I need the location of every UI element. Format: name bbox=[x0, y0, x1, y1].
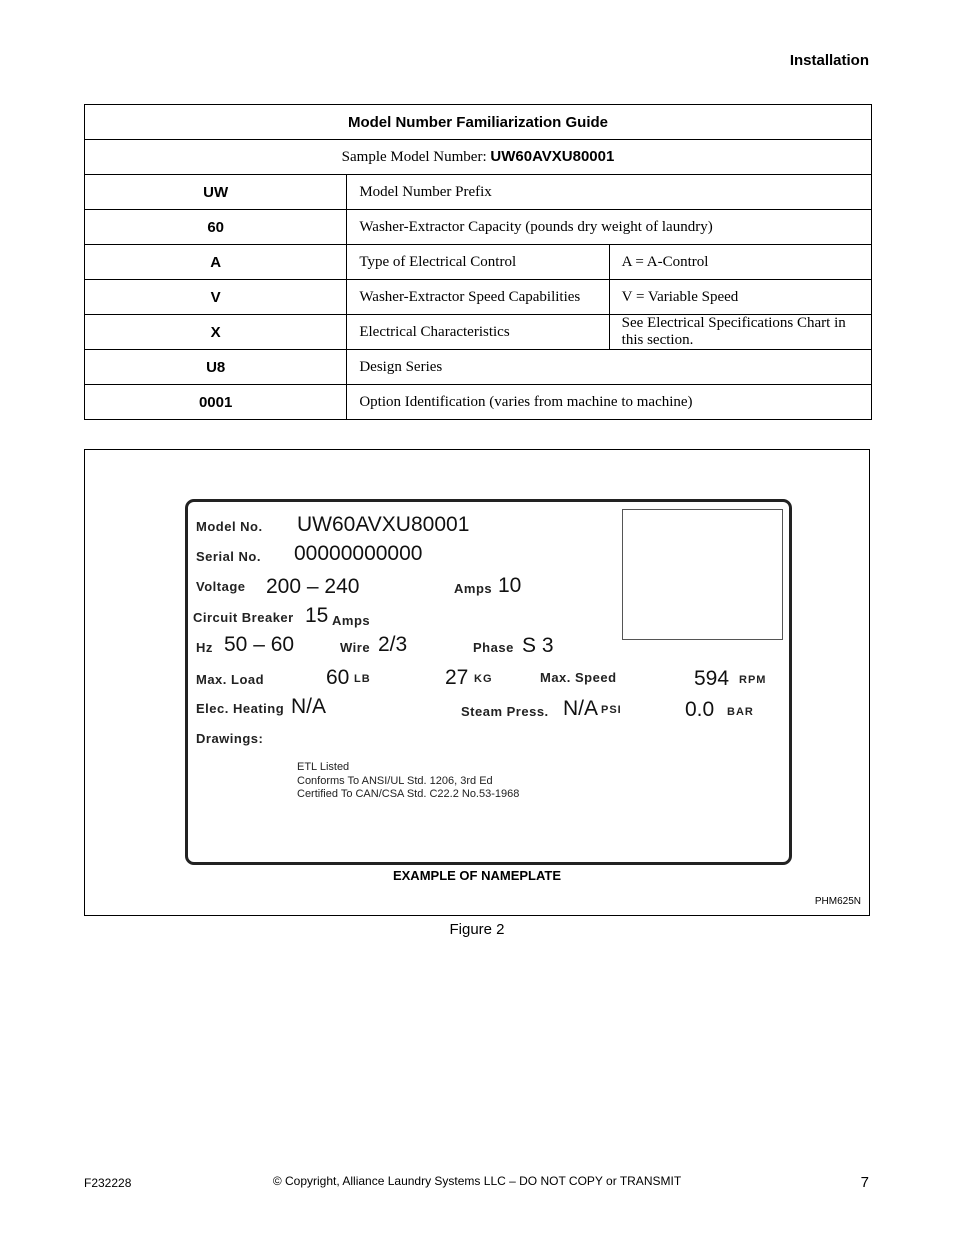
cert-line: ETL Listed bbox=[297, 761, 350, 773]
nameplate-drawing-area bbox=[622, 509, 783, 640]
voltage-value: 200 – 240 bbox=[266, 575, 360, 598]
phase-value: S 3 bbox=[522, 634, 554, 657]
cert-line: Certified To CAN/CSA Std. C22.2 No.53-1968 bbox=[297, 788, 520, 800]
row-code: 0001 bbox=[85, 385, 347, 420]
table-row bbox=[85, 175, 872, 210]
section-title: Installation bbox=[789, 52, 869, 69]
row-code: A bbox=[85, 245, 347, 280]
row-code: 60 bbox=[85, 210, 347, 245]
row-description: Electrical Characteristics bbox=[347, 315, 609, 350]
row-value: V = Variable Speed bbox=[609, 280, 871, 315]
max-speed-unit: RPM bbox=[739, 674, 767, 686]
row-description: Type of Electrical Control bbox=[347, 245, 609, 280]
row-value: A = A-Control bbox=[609, 245, 871, 280]
wire-value: 2/3 bbox=[378, 633, 408, 656]
row-description: Washer-Extractor Speed Capabilities bbox=[347, 280, 609, 315]
table-row bbox=[85, 280, 872, 315]
row-code: UW bbox=[85, 175, 347, 210]
max-load-kg-value: 27 bbox=[445, 666, 469, 689]
table-title: Model Number Familiarization Guide bbox=[85, 105, 872, 140]
row-value: See Electrical Specifications Chart in this section. bbox=[609, 315, 871, 350]
circuit-breaker-value: 15 bbox=[305, 604, 329, 627]
hz-label: Hz bbox=[196, 640, 213, 655]
row-description: Option Identification (varies from machine to machine) bbox=[347, 385, 872, 420]
sample-model-cell bbox=[85, 140, 872, 175]
bar-unit: BAR bbox=[727, 706, 754, 718]
hz-value: 50 – 60 bbox=[224, 633, 295, 656]
row-description: Washer-Extractor Capacity (pounds dry weight of laundry) bbox=[347, 210, 872, 245]
model-value: UW60AVXU80001 bbox=[297, 513, 470, 536]
table-row bbox=[85, 245, 872, 280]
max-load-kg-unit: KG bbox=[474, 673, 493, 685]
max-load-label: Max. Load bbox=[196, 672, 265, 687]
wire-label: Wire bbox=[340, 640, 371, 655]
steam-press-unit: PSI bbox=[601, 704, 622, 716]
sample-model-row bbox=[85, 140, 872, 175]
sample-model-label: Sample Model Number: bbox=[341, 149, 491, 165]
table-title-row bbox=[85, 105, 872, 140]
max-speed-label: Max. Speed bbox=[540, 670, 617, 685]
copyright-notice: © Copyright, Alliance Laundry Systems LLC – DO NOT COPY or TRANSMIT bbox=[272, 1174, 682, 1188]
sample-model-number: UW60AVXU80001 bbox=[490, 148, 615, 165]
elec-heating-value: N/A bbox=[291, 695, 327, 718]
max-load-lb-unit: LB bbox=[354, 673, 371, 685]
figure-caption: Figure 2 bbox=[449, 921, 505, 938]
nameplate-caption: EXAMPLE OF NAMEPLATE bbox=[392, 868, 562, 883]
steam-press-value: N/A bbox=[563, 697, 599, 720]
bar-value: 0.0 bbox=[685, 698, 715, 721]
serial-value: 00000000000 bbox=[294, 542, 423, 565]
row-code: U8 bbox=[85, 350, 347, 385]
row-description: Model Number Prefix bbox=[347, 175, 872, 210]
serial-label: Serial No. bbox=[196, 549, 261, 564]
row-description: Design Series bbox=[347, 350, 872, 385]
drawings-label: Drawings: bbox=[196, 731, 264, 746]
certification-text bbox=[297, 761, 519, 802]
model-label: Model No. bbox=[196, 519, 263, 534]
steam-press-label: Steam Press. bbox=[461, 704, 549, 719]
elec-heating-label: Elec. Heating bbox=[196, 701, 285, 716]
max-load-lb-value: 60 bbox=[326, 666, 350, 689]
table-row bbox=[85, 350, 872, 385]
figure-code: PHM625N bbox=[814, 896, 861, 907]
table-row bbox=[85, 385, 872, 420]
table-row bbox=[85, 210, 872, 245]
row-code: V bbox=[85, 280, 347, 315]
nameplate bbox=[185, 499, 792, 865]
row-code: X bbox=[85, 315, 347, 350]
figure-frame bbox=[84, 449, 870, 916]
circuit-breaker-unit: Amps bbox=[332, 613, 371, 628]
amps-value: 10 bbox=[498, 574, 522, 597]
cert-line: Conforms To ANSI/UL Std. 1206, 3rd Ed bbox=[297, 774, 493, 787]
phase-label: Phase bbox=[473, 640, 514, 655]
voltage-label: Voltage bbox=[196, 579, 246, 594]
table-row bbox=[85, 315, 872, 350]
document-number: F232228 bbox=[84, 1176, 132, 1190]
amps-label: Amps bbox=[454, 581, 493, 596]
page-number: 7 bbox=[860, 1174, 869, 1191]
max-speed-value: 594 bbox=[694, 667, 730, 690]
circuit-breaker-label: Circuit Breaker bbox=[193, 610, 294, 625]
model-number-guide-table bbox=[84, 104, 872, 420]
